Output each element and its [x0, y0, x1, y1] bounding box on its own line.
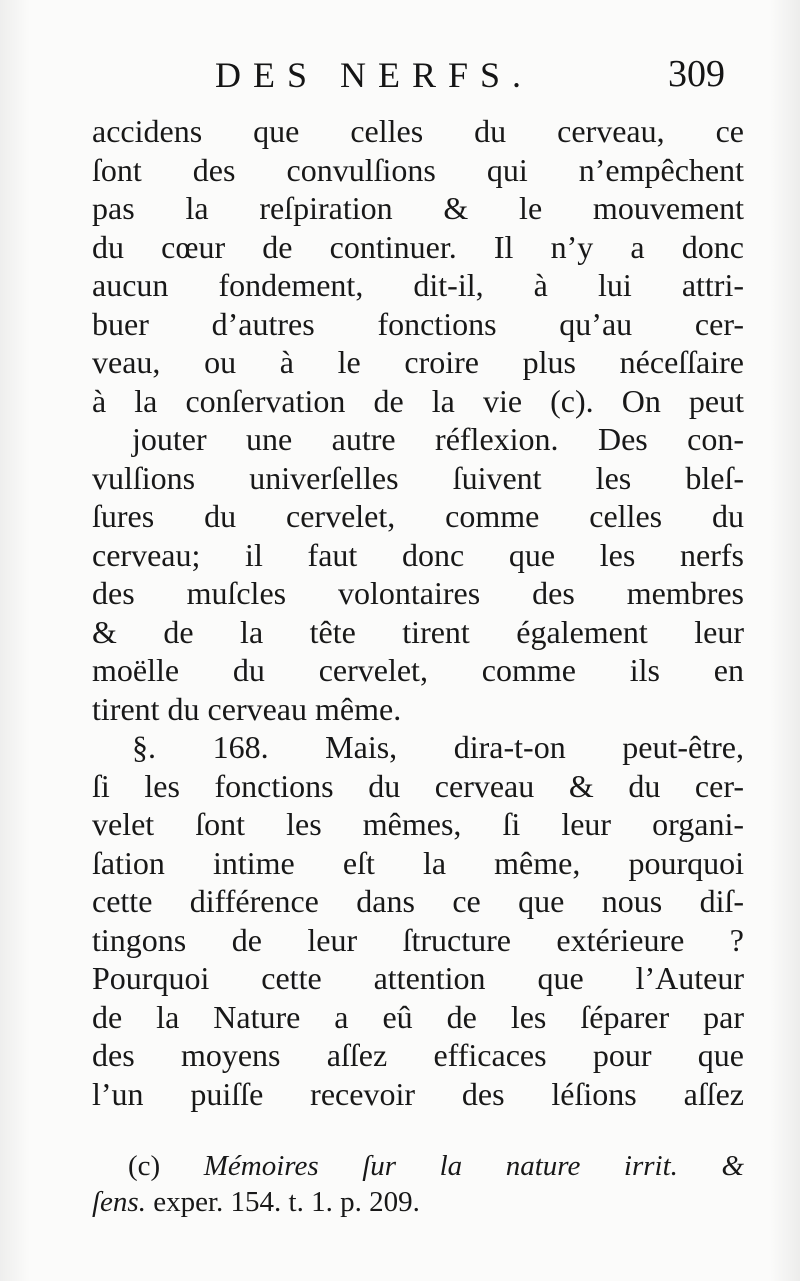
text-line: veau, ou à le croire plus néceſſaire: [92, 344, 744, 380]
running-title: DES NERFS.: [215, 55, 534, 95]
section-168-start: §. 168. Mais, dira-t-on peut-être,: [132, 729, 744, 765]
text-line: du cœur de continuer. Il n’y a donc: [92, 228, 744, 265]
text-line: tirent du cerveau même.: [92, 690, 402, 727]
footnote-line-1: [92, 1148, 744, 1184]
page-edge-shadow-right: [770, 0, 800, 1281]
text-line: & de la tête tirent également leur: [92, 613, 744, 650]
footnote-citation-ref: exper. 154. t. 1. p. 209.: [153, 1186, 420, 1218]
text-line: des moyens aſſez efficaces pour que: [92, 1037, 744, 1073]
text-line: ſont des convulſions qui n’empêchent: [92, 151, 744, 188]
page-edge-shadow-left: [0, 0, 30, 1281]
text-line: moëlle du cervelet, comme ils en: [92, 652, 744, 688]
page-number: 309: [668, 53, 725, 95]
text-line: pas la reſpiration & le mouvement: [92, 190, 744, 226]
body-text: [92, 112, 744, 1113]
text-line: à la conſervation de la vie (c). On peut: [92, 382, 744, 419]
text-line: ſation intime eſt la même, pourquoi: [92, 844, 744, 881]
text-line: buer d’autres fonctions qu’au cer-: [92, 305, 744, 342]
footnote-line-2: [92, 1184, 744, 1220]
text-line: Pourquoi cette attention que l’Auteur: [92, 960, 744, 996]
text-line: de la Nature a eû de les ſéparer par: [92, 998, 744, 1035]
running-head: [0, 44, 800, 104]
footnote-citation-title: Mémoires ſur la nature irrit. &: [203, 1150, 745, 1182]
text-line: aucun fondement, dit-il, à lui attri-: [92, 267, 744, 303]
text-line: accidens que celles du cerveau, ce: [92, 113, 744, 149]
text-line: vulſions univerſelles ſuivent les bleſ-: [92, 459, 744, 496]
text-line: cerveau; il faut donc que les nerfs: [92, 536, 744, 573]
footnote-citation-title-end: ſens.: [92, 1186, 146, 1218]
text-line: velet ſont les mêmes, ſi leur organi-: [92, 806, 744, 842]
footnote: [92, 1148, 744, 1220]
text-line: des muſcles volontaires des membres: [92, 575, 744, 611]
text-line: tingons de leur ſtructure extérieure ?: [92, 921, 744, 958]
text-line: ſi les fonctions du cerveau & du cer-: [92, 767, 744, 804]
text-line: l’un puiſſe recevoir des léſions aſſez: [92, 1075, 744, 1112]
text-line: jouter une autre réflexion. Des con-: [132, 421, 744, 457]
footnote-marker: (c): [128, 1150, 161, 1182]
text-line: ſures du cervelet, comme celles du: [92, 498, 744, 534]
text-line: cette différence dans ce que nous diſ-: [92, 883, 744, 919]
